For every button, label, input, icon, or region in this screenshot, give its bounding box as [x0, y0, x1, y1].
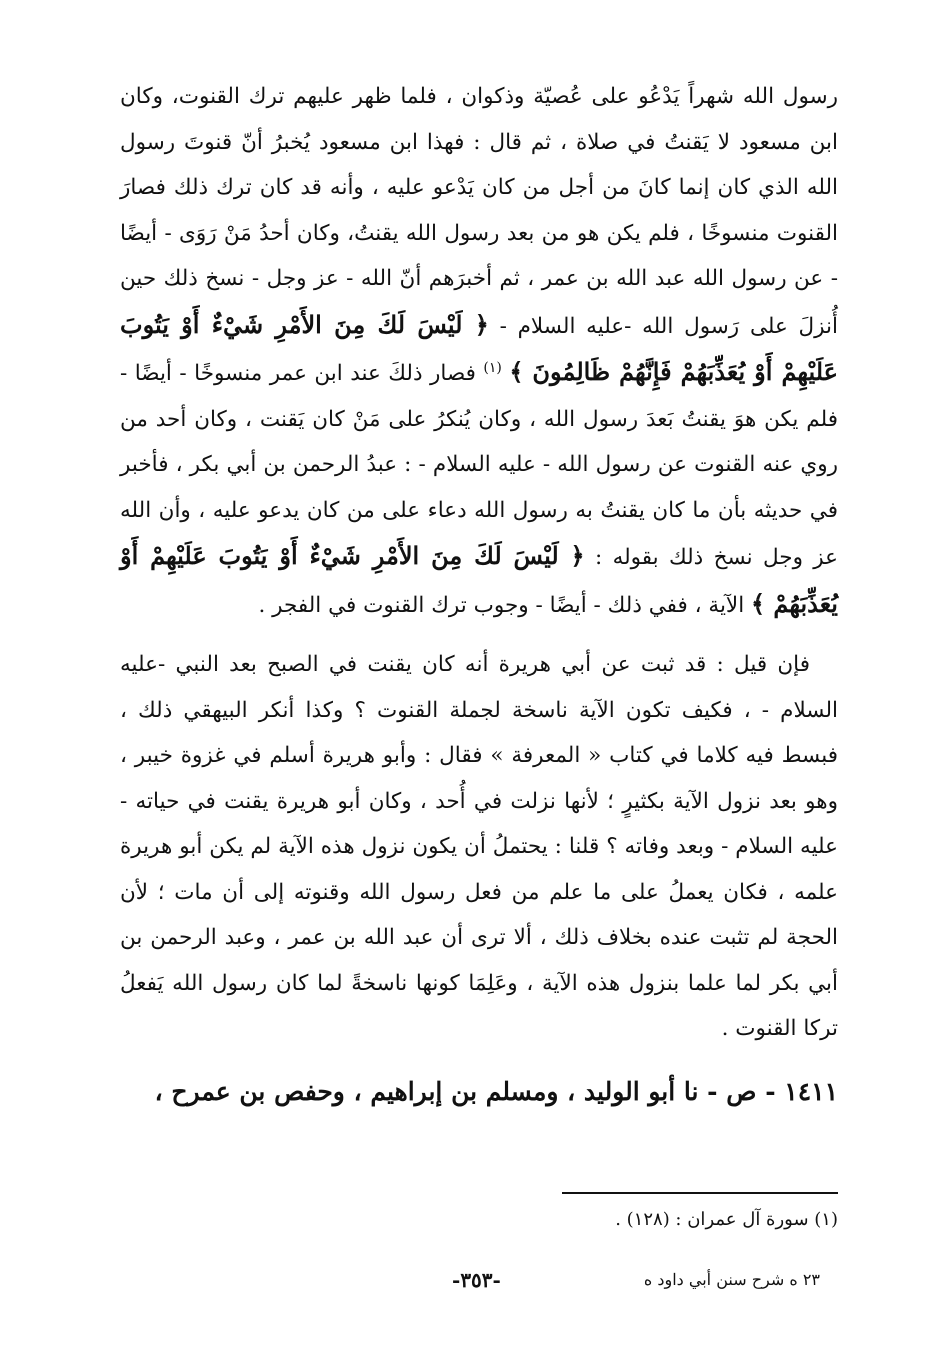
quran-verse-1: ﴿ لَيْسَ لَكَ مِنَ الأَمْرِ شَيْءٌ أَوْ يَتُوبَ عَلَيْهِمْ أَوْ يُعَذِّبَهُمْ فَإِنَّهُمْ ظَالِمُونَ ﴾ [120, 309, 838, 386]
quran-verse-2: ﴿ لَيْسَ لَكَ مِنَ الأَمْرِ شَيْءٌ أَوْ يَتُوبَ عَلَيْهِمْ أَوْ يُعَذِّبَهُمْ ﴾ [120, 541, 838, 618]
hadith-chain-line: ١٤١١ - ص - نا أبو الوليد ، ومسلم بن إبراهيم ، وحفص بن عمرح ، [154, 1076, 838, 1106]
text-segment-3: الآية ، ففي ذلك - أيضًا - وجوب ترك القنوت في الفجر . [258, 592, 751, 618]
commentary-paragraph-1 [120, 74, 838, 628]
footnote-divider [562, 1192, 838, 1194]
page-number: -٣٥٣- [452, 1268, 501, 1292]
text-segment-2: فصار ذلكَ عند ابن عمر منسوخًا - أيضًا - فلم يكن هوَ يقنتُ بَعدَ رسول الله ، وكان يُنكرُ على مَنْ كان يَقنت ، وكان أحد من روي عنه القنوت عن رسول الله - عليه السلام - : عبدُ الرحمن بن أبي بكر ، فأخبر في حديثه بأن ما كان يقنتُ به رسول الله دعاء على من كان يدعو عليه ، وأن الله عز وجل نسخ ذلك بقوله : [120, 361, 838, 570]
book-reference: ٢٣ ه شرح سنن أبي داود ه [643, 1270, 820, 1289]
footnote-reference: (١) [483, 359, 502, 376]
commentary-paragraph-2: فإن قيل : قد ثبت عن أبي هريرة أنه كان يقنت في الصبح بعد النبي -عليه السلام - ، فكيف تكون الآية ناسخة لجملة القنوت ؟ وكذا أنكر البيهقي ذلك ، فبسط فيه كلاما في كتاب « المعرفة » فقال : وأبو هريرة أسلم في غزوة خيبر ، وهو بعد نزول الآية بكثيرٍ ؛ لأنها نزلت في أُحد ، وكان أبو هريرة يقنت في حياته - عليه السلام - وبعد وفاته ؟ قلنا : يحتملُ أن يكون نزول هذه الآية لم يكن أبو هريرة علمه ، فكان يعملُ على ما علم من فعل رسول الله وقنوته إلى أن مات ؛ لأن الحجة لم تثبت عنده بخلاف ذلك ، ألا ترى أن عبد الله بن عمر ، وعبد الرحمن بن أبي بكر لما علما بنزول هذه الآية ، وعَلِمَا كونها ناسخةً لما كان رسول الله يَفعلُ تركا القنوت . [120, 652, 838, 1041]
text-segment-1: رسول الله شهراً يَدْعُو على عُصيّة وذكوان ، فلما ظهر عليهم ترك القنوت، وكان ابن مسعود لا يَقنتُ في صلاة ، ثم قال : فهذا ابن مسعود يُخبرُ أنّ قنوتَ رسول الله الذي كان إنما كانَ من أجل من كان يَدْعو عليه ، وأنه قد كان ترك ذلك فصارَ القنوت منسوخًا ، فلم يكن هو من بعد رسول الله يقنتُ، وكان أحدُ مَنْ رَوَى - أيضًا - عن رسول الله عبد الله بن عمر ، ثم أخبرَهم أنّ الله - عز وجل - نسخ ذلك حين أُنزلَ على رَسول الله -عليه السلام - [120, 84, 839, 339]
footnote: (١) سورة آل عمران : (١٢٨) . [615, 1209, 838, 1230]
